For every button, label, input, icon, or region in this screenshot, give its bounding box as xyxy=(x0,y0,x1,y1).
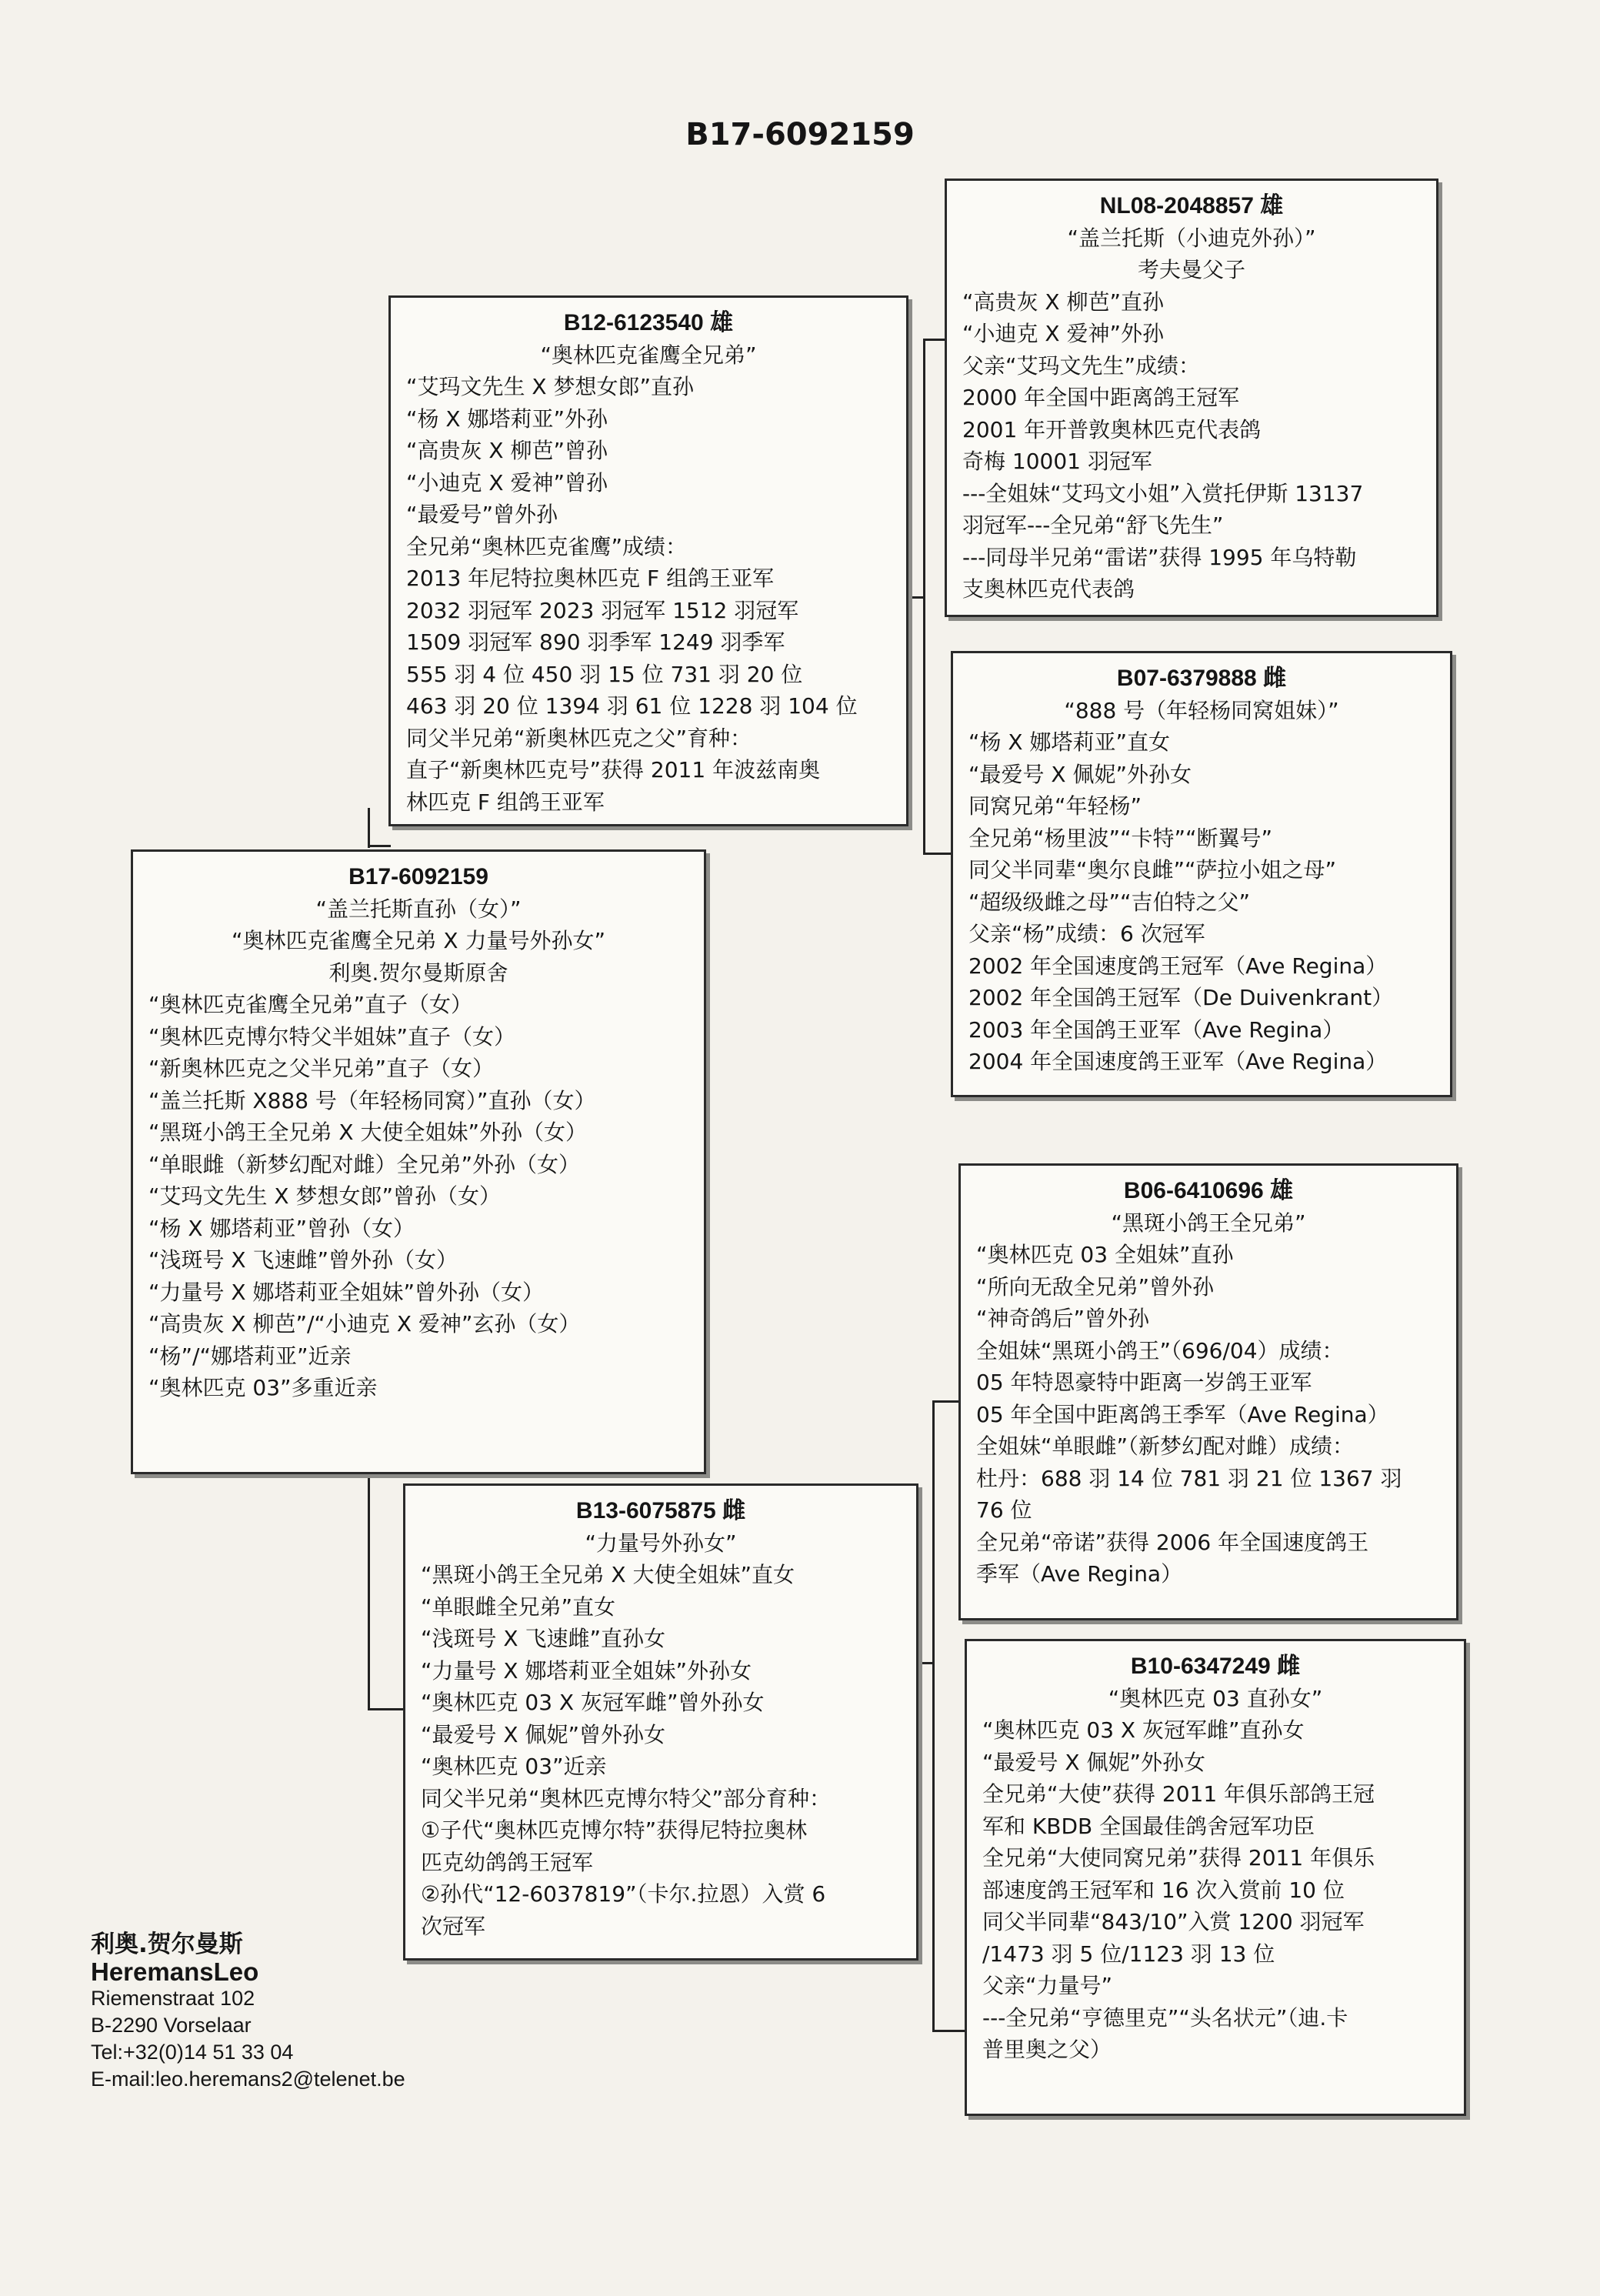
sire-line: 463 羽 20 位 1394 羽 61 位 1228 羽 104 位 xyxy=(406,693,858,719)
dam-line: “力量号外孙女” xyxy=(585,1530,737,1556)
main-line: “高贵灰 X 柳芭”/“小迪克 X 爱神”玄孙（女） xyxy=(148,1311,581,1337)
dam-dam-line: /1473 羽 5 位/1123 羽 13 位 xyxy=(982,1941,1275,1967)
email-link[interactable]: E-mail:leo.heremans2@telenet.be xyxy=(91,2067,405,2091)
connector-line xyxy=(368,845,391,847)
dam-dam-line: ---全兄弟“亨德里克”“头名状元”（迪.卡 xyxy=(982,2004,1348,2031)
dam-line: 同父半兄弟“奥林匹克博尔特父”部分育种： xyxy=(421,1785,832,1811)
sire-dam-line: “超级级雌之母”“吉伯特之父” xyxy=(968,889,1251,915)
owner-name-cn: 利奥.贺尔曼斯 xyxy=(91,1931,243,1958)
dam-line: “黑斑小鸽王全兄弟 X 大使全姐妹”直女 xyxy=(421,1562,795,1587)
sire-line: 同父半兄弟“新奥林匹克之父”育种： xyxy=(406,725,752,751)
dam-sire-line: 季军（Ave Regina） xyxy=(976,1561,1183,1587)
connector-line xyxy=(923,339,946,341)
dam-line: 次冠军 xyxy=(421,1913,486,1939)
dam-ring-number: B13-6075875 雌 xyxy=(575,1498,746,1523)
connector-line xyxy=(906,596,925,599)
main-line: “杨 X 娜塔莉亚”曾孙（女） xyxy=(148,1215,415,1241)
dam-sire-line: 76 位 xyxy=(976,1497,1032,1523)
main-line: “艾玛文先生 X 梦想女郎”曾孙（女） xyxy=(148,1183,501,1209)
sire-box xyxy=(388,295,908,826)
sire-dam-line: 父亲“杨”成绩：6 次冠军 xyxy=(968,921,1205,946)
dam-sire-line: 05 年特恩豪特中距离一岁鸽王亚军 xyxy=(976,1370,1312,1395)
connector-line xyxy=(932,2030,966,2032)
dam-dam-line: 同父半同辈“843/10”入赏 1200 羽冠军 xyxy=(982,1909,1365,1934)
main-ring-number: B17-6092159 xyxy=(348,864,488,889)
dam-dam-line: “奥林匹克 03 直孙女” xyxy=(1108,1685,1323,1711)
sire-sire-line: ---同母半兄弟“雷诺”获得 1995 年乌特勒 xyxy=(962,544,1357,570)
connector-line xyxy=(368,1471,370,1710)
sire-sire-line: 奇梅 10001 羽冠军 xyxy=(962,449,1152,474)
sire-line: 林匹克 F 组鸽王亚军 xyxy=(406,789,605,815)
dam-box xyxy=(403,1483,918,1961)
sire-sire-line: 支奥林匹克代表鸽 xyxy=(962,576,1135,602)
main-line: “盖兰托斯 X888 号（年轻杨同窝）”直孙（女） xyxy=(148,1087,596,1113)
sire-sire-line: “高贵灰 X 柳芭”直孙 xyxy=(962,289,1164,315)
dam-dam-ring-number: B10-6347249 雌 xyxy=(1130,1654,1301,1679)
dam-line: 匹克幼鸽鸽王冠军 xyxy=(421,1849,594,1875)
main-line: “杨”/“娜塔莉亚”近亲 xyxy=(148,1343,352,1369)
sire-line: “艾玛文先生 X 梦想女郎”直孙 xyxy=(406,374,694,399)
sire-dam-line: “最爱号 X 佩妮”外孙女 xyxy=(968,761,1192,787)
connector-line xyxy=(368,1708,405,1710)
main-line: 利奥.贺尔曼斯原舍 xyxy=(328,959,508,986)
sire-dam-line: 2002 年全国鸽王冠军（De Duivenkrant） xyxy=(968,985,1394,1010)
sire-line: 555 羽 4 位 450 羽 15 位 731 羽 20 位 xyxy=(406,661,803,687)
dam-dam-line: 全兄弟“大使”获得 2011 年俱乐部鸽王冠 xyxy=(982,1781,1375,1807)
dam-sire-line: “神奇鸽后”曾外孙 xyxy=(976,1306,1150,1331)
sire-line: “最爱号”曾外孙 xyxy=(406,502,558,527)
main-line: “盖兰托斯直孙（女）” xyxy=(315,896,522,922)
dam-dam-line: “最爱号 X 佩妮”外孙女 xyxy=(982,1749,1205,1775)
contact-block xyxy=(91,1931,405,2093)
address-street: Riemenstraat 102 xyxy=(91,1987,255,2010)
main-line: “奥林匹克雀鹰全兄弟”直子（女） xyxy=(148,992,473,1017)
sire-sire-line: 2001 年开普敦奥林匹克代表鸽 xyxy=(962,416,1262,442)
sire-dam-ring-number: B07-6379888 雌 xyxy=(1116,666,1287,691)
connector-line xyxy=(368,808,370,846)
dam-line: “奥林匹克 03”近亲 xyxy=(421,1754,607,1779)
dam-sire-ring-number: B06-6410696 雄 xyxy=(1123,1178,1294,1203)
page-title: B17-6092159 xyxy=(685,117,915,152)
sire-line: 直子“新奥林匹克号”获得 2011 年波兹南奥 xyxy=(406,757,821,783)
sire-line: “高贵灰 X 柳芭”曾孙 xyxy=(406,438,608,463)
main-line: “奥林匹克雀鹰全兄弟 X 力量号外孙女” xyxy=(232,928,605,953)
sire-dam-line: “杨 X 娜塔莉亚”直女 xyxy=(968,729,1170,755)
connector-line xyxy=(932,1400,935,2031)
sire-sire-ring-number: NL08-2048857 雄 xyxy=(1099,193,1284,219)
dam-sire-line: “所向无敌全兄弟”曾外孙 xyxy=(976,1273,1215,1300)
main-line: “单眼雌（新梦幻配对雌）全兄弟”外孙（女） xyxy=(148,1151,581,1177)
dam-line: ②孙代“12-6037819”（卡尔.拉恩）入赏 6 xyxy=(421,1881,826,1907)
dam-sire-line: “黑斑小鸽王全兄弟” xyxy=(1111,1210,1306,1236)
sire-dam-line: 2004 年全国速度鸽王亚军（Ave Regina） xyxy=(968,1049,1388,1074)
dam-dam-box xyxy=(965,1639,1466,2116)
connector-line xyxy=(917,1662,934,1664)
dam-dam-line: 父亲“力量号” xyxy=(982,1973,1113,1998)
dam-dam-line: “奥林匹克 03 X 灰冠军雌”直孙女 xyxy=(982,1717,1305,1743)
sire-line: 2032 羽冠军 2023 羽冠军 1512 羽冠军 xyxy=(406,597,799,623)
connector-line xyxy=(923,339,925,854)
dam-dam-line: 普里奥之父） xyxy=(982,2037,1112,2062)
connector-line xyxy=(923,853,952,855)
sire-line: “杨 X 娜塔莉亚”外孙 xyxy=(406,405,608,432)
sire-sire-line: “小迪克 X 爱神”外孙 xyxy=(962,321,1164,346)
main-line: “浅斑号 X 飞速雌”曾外孙（女） xyxy=(148,1247,458,1273)
sire-dam-line: 2003 年全国鸽王亚军（Ave Regina） xyxy=(968,1016,1345,1043)
dam-sire-box xyxy=(958,1163,1458,1620)
sire-ring-number: B12-6123540 雄 xyxy=(563,310,734,335)
sire-line: “小迪克 X 爱神”曾孙 xyxy=(406,469,608,496)
dam-line: “力量号 X 娜塔莉亚全姐妹”外孙女 xyxy=(421,1657,752,1684)
dam-sire-line: 全兄弟“帝诺”获得 2006 年全国速度鸽王 xyxy=(976,1529,1369,1555)
dam-sire-line: 全姐妹“黑斑小鸽王”（696/04）成绩： xyxy=(976,1337,1344,1363)
sire-sire-line: 羽冠军---全兄弟“舒飞先生” xyxy=(962,512,1224,538)
sire-sire-box xyxy=(945,179,1438,617)
sire-dam-box xyxy=(951,651,1452,1097)
sire-line: 全兄弟“奥林匹克雀鹰”成绩： xyxy=(406,533,688,559)
address-city: B-2290 Vorselaar xyxy=(91,2014,252,2037)
dam-sire-line: 杜丹：688 羽 14 位 781 羽 21 位 1367 羽 xyxy=(976,1465,1402,1491)
dam-sire-line: “奥林匹克 03 全姐妹”直孙 xyxy=(976,1242,1234,1267)
sire-line: “奥林匹克雀鹰全兄弟” xyxy=(540,342,757,368)
main-line: “奥林匹克 03”多重近亲 xyxy=(148,1375,378,1400)
sire-dam-line: “888 号（年轻杨同窝姐妹）” xyxy=(1064,697,1339,723)
main-bird-box xyxy=(131,849,706,1474)
dam-sire-line: 全姐妹“单眼雌”（新梦幻配对雌）成绩： xyxy=(976,1433,1355,1459)
dam-dam-line: 军和 KBDB 全国最佳鸽舍冠军功臣 xyxy=(982,1813,1315,1839)
dam-line: ①子代“奥林匹克博尔特”获得尼特拉奥林 xyxy=(421,1817,808,1843)
connector-line xyxy=(932,1400,960,1403)
main-line: “新奥林匹克之父半兄弟”直子（女） xyxy=(148,1056,495,1081)
dam-dam-line: 全兄弟“大使同窝兄弟”获得 2011 年俱乐 xyxy=(982,1845,1375,1871)
main-line: “奥林匹克博尔特父半姐妹”直子（女） xyxy=(148,1023,516,1050)
dam-line: “单眼雌全兄弟”直女 xyxy=(421,1594,616,1620)
sire-sire-line: 2000 年全国中距离鸽王冠军 xyxy=(962,385,1240,410)
sire-line: 1509 羽冠军 890 羽季军 1249 羽季军 xyxy=(406,629,785,655)
dam-line: “奥林匹克 03 X 灰冠军雌”曾外孙女 xyxy=(421,1690,765,1715)
main-line: “力量号 X 娜塔莉亚全姐妹”曾外孙（女） xyxy=(148,1279,544,1305)
main-line: “黑斑小鸽王全兄弟 X 大使全姐妹”外孙（女） xyxy=(148,1120,587,1145)
telephone: Tel:+32(0)14 51 33 04 xyxy=(91,2041,294,2064)
sire-dam-line: 全兄弟“杨里波”“卡特”“断翼号” xyxy=(968,825,1273,851)
sire-dam-line: 同父半同辈“奥尔良雌”“萨拉小姐之母” xyxy=(968,857,1337,883)
sire-sire-line: ---全姐妹“艾玛文小姐”入赏托伊斯 13137 xyxy=(962,480,1364,506)
sire-dam-line: 2002 年全国速度鸽王冠军（Ave Regina） xyxy=(968,953,1388,979)
sire-dam-line: 同窝兄弟“年轻杨” xyxy=(968,793,1142,819)
owner-name-en: HeremansLeo xyxy=(91,1957,259,1986)
sire-line: 2013 年尼特拉奥林匹克 F 组鸽王亚军 xyxy=(406,566,775,591)
sire-sire-line: 父亲“艾玛文先生”成绩： xyxy=(962,352,1201,379)
dam-dam-line: 部速度鸽王冠军和 16 次入赏前 10 位 xyxy=(982,1877,1345,1903)
sire-sire-line: 考夫曼父子 xyxy=(1137,257,1245,282)
dam-sire-line: 05 年全国中距离鸽王季军（Ave Regina） xyxy=(976,1401,1389,1427)
connector-line xyxy=(368,846,370,848)
sire-sire-line: “盖兰托斯（小迪克外孙）” xyxy=(1067,225,1316,251)
dam-line: “最爱号 X 佩妮”曾外孙女 xyxy=(421,1721,665,1747)
dam-line: “浅斑号 X 飞速雌”直孙女 xyxy=(421,1626,665,1651)
